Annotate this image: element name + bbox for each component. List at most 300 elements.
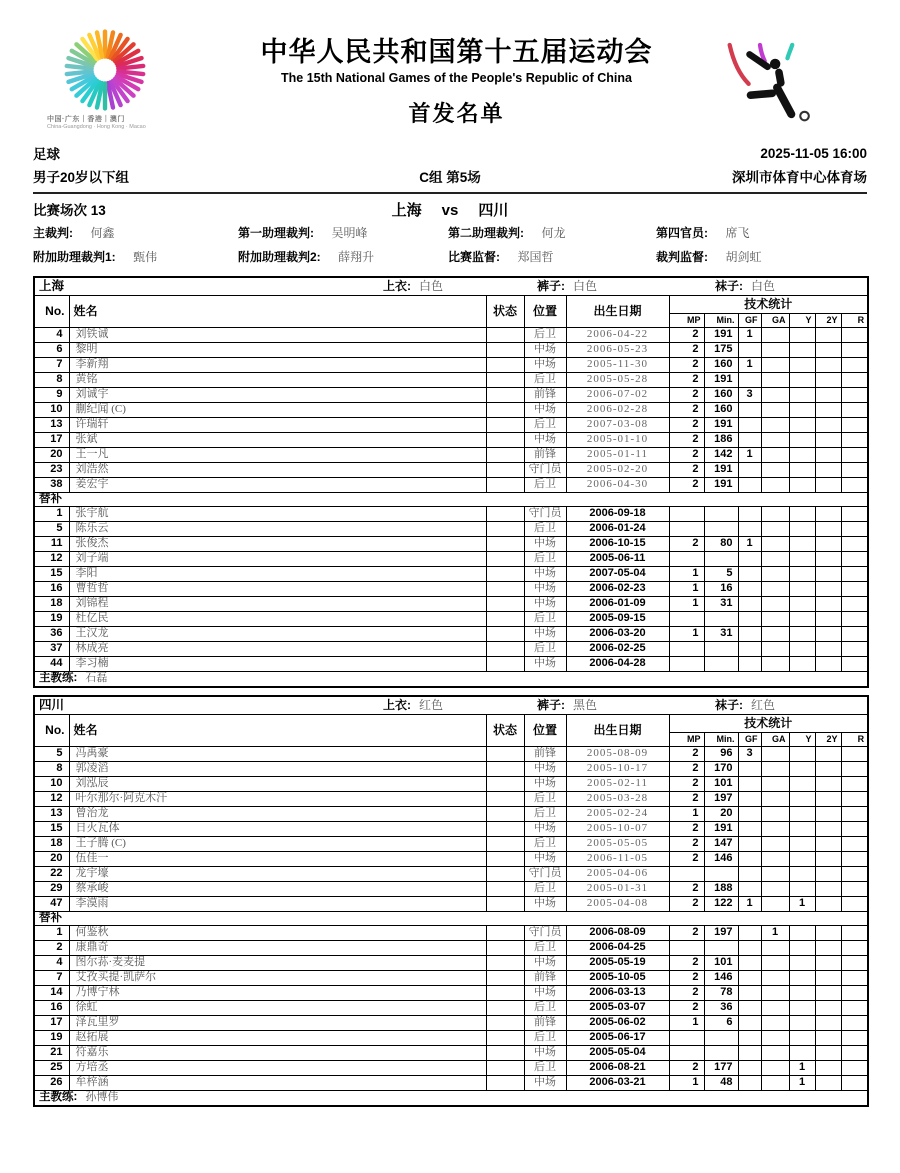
player-dob: 2005-05-28 (566, 372, 669, 387)
stat-mp: 2 (669, 881, 704, 896)
stat-min: 31 (704, 626, 738, 641)
player-status (486, 596, 524, 611)
stat-ga (761, 447, 789, 462)
player-row (34, 791, 868, 806)
stat-ga (761, 985, 789, 1000)
stat-y (789, 970, 815, 985)
stat-min (704, 611, 738, 626)
player-status (486, 581, 524, 596)
stat-ga (761, 521, 789, 536)
stat-gf (738, 551, 761, 566)
stat-r (841, 806, 868, 821)
stat-r (841, 626, 868, 641)
ball-icon (800, 112, 809, 121)
stat-gf (738, 596, 761, 611)
stat-mp: 2 (669, 372, 704, 387)
stat-mp (669, 641, 704, 656)
stat-mp: 2 (669, 925, 704, 940)
stat-mp (669, 656, 704, 671)
stat-mp: 2 (669, 1000, 704, 1015)
stat-y (789, 1030, 815, 1045)
stat-min: 31 (704, 596, 738, 611)
football-player-icon (702, 26, 854, 135)
stat-y (789, 626, 815, 641)
stat-min (704, 1045, 738, 1060)
stat-gf (738, 940, 761, 955)
stat-y: 1 (789, 1060, 815, 1075)
player-position: 中场 (524, 955, 566, 970)
stat-ga (761, 641, 789, 656)
stat-mp (669, 940, 704, 955)
stat-gf (738, 641, 761, 656)
stat-gf: 1 (738, 896, 761, 911)
coach-label: 主教练: (39, 672, 78, 685)
stat-ga (761, 506, 789, 521)
stat-col-gf: GF (738, 732, 761, 746)
player-row (34, 342, 868, 357)
stat-mp: 2 (669, 836, 704, 851)
stat-ga (761, 1045, 789, 1060)
stat-2y (815, 806, 841, 821)
away-team-table (33, 695, 867, 1107)
stat-y: 1 (789, 896, 815, 911)
player-dob: 2006-04-22 (566, 327, 669, 342)
substitutes-section-label: 替补 (34, 911, 868, 925)
player-dob: 2006-09-18 (566, 506, 669, 521)
stat-y (789, 806, 815, 821)
stat-2y (815, 417, 841, 432)
shorts-label: 裤子: (537, 698, 565, 712)
player-row (34, 656, 868, 671)
stat-min: 80 (704, 536, 738, 551)
stat-col-mp: MP (669, 313, 704, 327)
player-number: 15 (34, 821, 69, 836)
stat-gf (738, 432, 761, 447)
player-dob: 2005-04-06 (566, 866, 669, 881)
stat-r (841, 372, 868, 387)
stat-gf: 1 (738, 447, 761, 462)
player-number: 4 (34, 955, 69, 970)
stat-gf (738, 477, 761, 492)
player-number: 9 (34, 387, 69, 402)
venue-label: 深圳市体育中心体育场 (732, 170, 867, 185)
stat-r (841, 970, 868, 985)
player-row (34, 1045, 868, 1060)
games-title-zh: 中华人民共和国第十五届运动会 (260, 37, 653, 67)
player-position: 中场 (524, 432, 566, 447)
player-status (486, 477, 524, 492)
stat-min: 191 (704, 327, 738, 342)
stat-min: 48 (704, 1075, 738, 1090)
player-dob: 2005-02-20 (566, 462, 669, 477)
player-dob: 2006-04-28 (566, 656, 669, 671)
player-dob: 2005-02-24 (566, 806, 669, 821)
player-position: 中场 (524, 342, 566, 357)
player-dob: 2006-01-09 (566, 596, 669, 611)
player-row (34, 851, 868, 866)
divider (33, 192, 867, 194)
stat-col-min: Min. (704, 732, 738, 746)
officials-row-1 (33, 221, 867, 245)
shirt-label: 上衣: (383, 698, 411, 712)
stat-2y (815, 1045, 841, 1060)
stat-min (704, 940, 738, 955)
player-number: 37 (34, 641, 69, 656)
player-number: 14 (34, 985, 69, 1000)
stat-mp: 2 (669, 342, 704, 357)
stat-col-ga: GA (761, 732, 789, 746)
player-number: 1 (34, 925, 69, 940)
player-position: 后卫 (524, 417, 566, 432)
player-name: 黎明 (69, 342, 486, 357)
stat-mp: 2 (669, 896, 704, 911)
stat-gf (738, 656, 761, 671)
stat-r (841, 327, 868, 342)
stat-y (789, 881, 815, 896)
stat-mp: 1 (669, 1075, 704, 1090)
stat-y: 1 (789, 1075, 815, 1090)
stat-2y (815, 342, 841, 357)
stat-r (841, 761, 868, 776)
stat-r (841, 791, 868, 806)
player-number: 11 (34, 536, 69, 551)
stat-gf (738, 1045, 761, 1060)
player-row (34, 462, 868, 477)
page-header (33, 22, 867, 140)
stat-mp: 2 (669, 402, 704, 417)
stat-mp (669, 551, 704, 566)
age-group-label: 男子20岁以下组 (33, 170, 130, 185)
stat-ga (761, 970, 789, 985)
stat-ga (761, 357, 789, 372)
player-number: 7 (34, 970, 69, 985)
player-number: 5 (34, 521, 69, 536)
stat-ga (761, 806, 789, 821)
title-block (211, 22, 702, 128)
stat-2y (815, 581, 841, 596)
player-row (34, 611, 868, 626)
player-position: 中场 (524, 357, 566, 372)
stat-r (841, 462, 868, 477)
stat-gf (738, 1060, 761, 1075)
stat-2y (815, 506, 841, 521)
stat-mp: 2 (669, 851, 704, 866)
player-number: 36 (34, 626, 69, 641)
stat-2y (815, 462, 841, 477)
stat-ga (761, 402, 789, 417)
player-dob: 2005-01-11 (566, 447, 669, 462)
stat-y (789, 1000, 815, 1015)
stat-2y (815, 776, 841, 791)
stat-r (841, 417, 868, 432)
player-name: 图尔荪·麦麦提 (69, 955, 486, 970)
player-status (486, 656, 524, 671)
stat-mp: 2 (669, 477, 704, 492)
stat-2y (815, 611, 841, 626)
player-number: 5 (34, 746, 69, 761)
player-name: 曾治龙 (69, 806, 486, 821)
player-row (34, 432, 868, 447)
player-number: 18 (34, 596, 69, 611)
player-row (34, 970, 868, 985)
stat-y (789, 611, 815, 626)
stat-2y (815, 641, 841, 656)
player-row (34, 746, 868, 761)
player-dob: 2006-08-09 (566, 925, 669, 940)
player-position: 后卫 (524, 327, 566, 342)
player-status (486, 1045, 524, 1060)
stat-r (841, 506, 868, 521)
player-row (34, 761, 868, 776)
shirt-color: 白色 (419, 279, 444, 293)
player-status (486, 1000, 524, 1015)
stat-min (704, 641, 738, 656)
stat-gf (738, 1015, 761, 1030)
stat-ga (761, 432, 789, 447)
player-status (486, 791, 524, 806)
vs-label: vs (441, 201, 459, 219)
stat-ga (761, 851, 789, 866)
col-header-position: 位置 (524, 714, 566, 746)
player-number: 16 (34, 1000, 69, 1015)
stat-y (789, 402, 815, 417)
stat-ga (761, 536, 789, 551)
stat-y (789, 851, 815, 866)
player-position: 中场 (524, 851, 566, 866)
stat-mp: 2 (669, 761, 704, 776)
stat-r (841, 896, 868, 911)
player-position: 中场 (524, 985, 566, 1000)
player-status (486, 506, 524, 521)
player-row (34, 821, 868, 836)
stat-col-mp: MP (669, 732, 704, 746)
stat-y (789, 566, 815, 581)
player-number: 23 (34, 462, 69, 477)
player-name: 叶尔那尔·阿克木汗 (69, 791, 486, 806)
stat-r (841, 656, 868, 671)
stat-col-ga: GA (761, 313, 789, 327)
stat-min (704, 1030, 738, 1045)
stat-y (789, 836, 815, 851)
stat-gf (738, 372, 761, 387)
stat-r (841, 1075, 868, 1090)
player-dob: 2006-02-23 (566, 581, 669, 596)
official-name: 席飞 (725, 226, 750, 240)
player-number: 25 (34, 1060, 69, 1075)
player-position: 后卫 (524, 611, 566, 626)
stat-mp: 2 (669, 536, 704, 551)
player-dob: 2006-03-20 (566, 626, 669, 641)
stat-2y (815, 821, 841, 836)
player-row (34, 866, 868, 881)
stat-gf: 1 (738, 327, 761, 342)
player-dob: 2006-07-02 (566, 387, 669, 402)
official-role-label: 附加助理裁判2: (238, 250, 321, 264)
stat-ga (761, 866, 789, 881)
official (448, 248, 656, 266)
stat-mp (669, 1030, 704, 1045)
stat-ga (761, 611, 789, 626)
coach-row (34, 671, 868, 687)
player-name: 伍佳一 (69, 851, 486, 866)
stat-mp: 1 (669, 596, 704, 611)
stat-mp: 2 (669, 387, 704, 402)
player-name: 陈乐云 (69, 521, 486, 536)
player-name: 冯禹豪 (69, 746, 486, 761)
stat-y (789, 641, 815, 656)
stat-min: 191 (704, 372, 738, 387)
stat-min: 78 (704, 985, 738, 1000)
stat-y (789, 521, 815, 536)
player-number: 10 (34, 402, 69, 417)
player-dob: 2006-04-25 (566, 940, 669, 955)
stat-y (789, 866, 815, 881)
stat-ga (761, 551, 789, 566)
player-status (486, 851, 524, 866)
player-position: 中场 (524, 536, 566, 551)
player-name: 刘锦程 (69, 596, 486, 611)
games-logo-caption-zh: 中国·广东｜香港｜澳门 (47, 116, 125, 123)
player-number: 26 (34, 1075, 69, 1090)
coach-label: 主教练: (39, 1091, 78, 1104)
stat-col-gf: GF (738, 313, 761, 327)
stat-ga (761, 896, 789, 911)
stat-ga (761, 940, 789, 955)
official (238, 248, 448, 266)
player-position: 守门员 (524, 925, 566, 940)
player-status (486, 551, 524, 566)
player-name: 何鉴秋 (69, 925, 486, 940)
player-row (34, 626, 868, 641)
player-position: 后卫 (524, 1060, 566, 1075)
stat-gf (738, 821, 761, 836)
player-row (34, 1030, 868, 1045)
player-dob: 2005-05-05 (566, 836, 669, 851)
player-status (486, 462, 524, 477)
stat-y (789, 1045, 815, 1060)
stat-2y (815, 551, 841, 566)
match-datetime: 2025-11-05 16:00 (760, 145, 867, 161)
stat-ga (761, 881, 789, 896)
official-name: 薛翔升 (338, 250, 375, 264)
stat-min: 191 (704, 417, 738, 432)
stat-col-r: R (841, 313, 868, 327)
player-dob: 2006-05-23 (566, 342, 669, 357)
player-dob: 2006-02-25 (566, 641, 669, 656)
player-number: 6 (34, 342, 69, 357)
stat-r (841, 402, 868, 417)
official-role-label: 第一助理裁判: (238, 226, 314, 240)
team-name: 上海 (39, 279, 65, 293)
player-name: 李漠雨 (69, 896, 486, 911)
stat-min: 147 (704, 836, 738, 851)
player-name: 刘铁诚 (69, 327, 486, 342)
stat-gf (738, 985, 761, 1000)
stat-y (789, 327, 815, 342)
player-dob: 2005-06-11 (566, 551, 669, 566)
player-name: 符嘉乐 (69, 1045, 486, 1060)
official-role-label: 裁判监督: (656, 250, 708, 264)
player-position: 中场 (524, 581, 566, 596)
stat-mp: 2 (669, 327, 704, 342)
stat-min: 177 (704, 1060, 738, 1075)
player-position: 前锋 (524, 746, 566, 761)
stat-r (841, 940, 868, 955)
player-position: 后卫 (524, 791, 566, 806)
player-status (486, 761, 524, 776)
stat-r (841, 342, 868, 357)
col-header-position: 位置 (524, 295, 566, 327)
player-number: 19 (34, 611, 69, 626)
player-status (486, 447, 524, 462)
stat-min: 191 (704, 477, 738, 492)
player-position: 前锋 (524, 970, 566, 985)
stat-ga (761, 1000, 789, 1015)
player-dob: 2005-10-17 (566, 761, 669, 776)
player-position: 守门员 (524, 866, 566, 881)
stat-y (789, 1015, 815, 1030)
stat-ga (761, 1030, 789, 1045)
stat-ga (761, 417, 789, 432)
player-name: 赵拓展 (69, 1030, 486, 1045)
shirt-color: 红色 (419, 698, 444, 712)
player-number: 44 (34, 656, 69, 671)
stat-ga (761, 1015, 789, 1030)
player-dob: 2007-05-04 (566, 566, 669, 581)
stat-mp: 2 (669, 447, 704, 462)
player-dob: 2005-05-04 (566, 1045, 669, 1060)
player-position: 守门员 (524, 506, 566, 521)
stat-gf (738, 791, 761, 806)
player-row (34, 985, 868, 1000)
stat-min: 197 (704, 791, 738, 806)
player-position: 前锋 (524, 387, 566, 402)
player-status (486, 611, 524, 626)
stat-col-y: Y (789, 732, 815, 746)
player-dob: 2006-03-21 (566, 1075, 669, 1090)
player-position: 中场 (524, 1075, 566, 1090)
player-status (486, 372, 524, 387)
player-position: 后卫 (524, 940, 566, 955)
stat-gf (738, 925, 761, 940)
player-row (34, 596, 868, 611)
stat-mp: 1 (669, 626, 704, 641)
player-status (486, 866, 524, 881)
stat-r (841, 866, 868, 881)
stat-2y (815, 626, 841, 641)
col-header-no: No. (34, 714, 69, 746)
stat-2y (815, 432, 841, 447)
player-number: 19 (34, 1030, 69, 1045)
official (238, 224, 448, 242)
player-name: 黄铭 (69, 372, 486, 387)
shorts-label: 裤子: (537, 279, 565, 293)
player-number: 16 (34, 581, 69, 596)
stat-2y (815, 536, 841, 551)
stat-min: 101 (704, 776, 738, 791)
player-status (486, 1075, 524, 1090)
stat-2y (815, 1000, 841, 1015)
stat-mp: 2 (669, 970, 704, 985)
player-number: 17 (34, 432, 69, 447)
player-dob: 2006-10-15 (566, 536, 669, 551)
stat-ga (761, 596, 789, 611)
player-position: 中场 (524, 896, 566, 911)
stat-ga (761, 581, 789, 596)
stat-2y (815, 521, 841, 536)
stat-min: 142 (704, 447, 738, 462)
player-status (486, 821, 524, 836)
